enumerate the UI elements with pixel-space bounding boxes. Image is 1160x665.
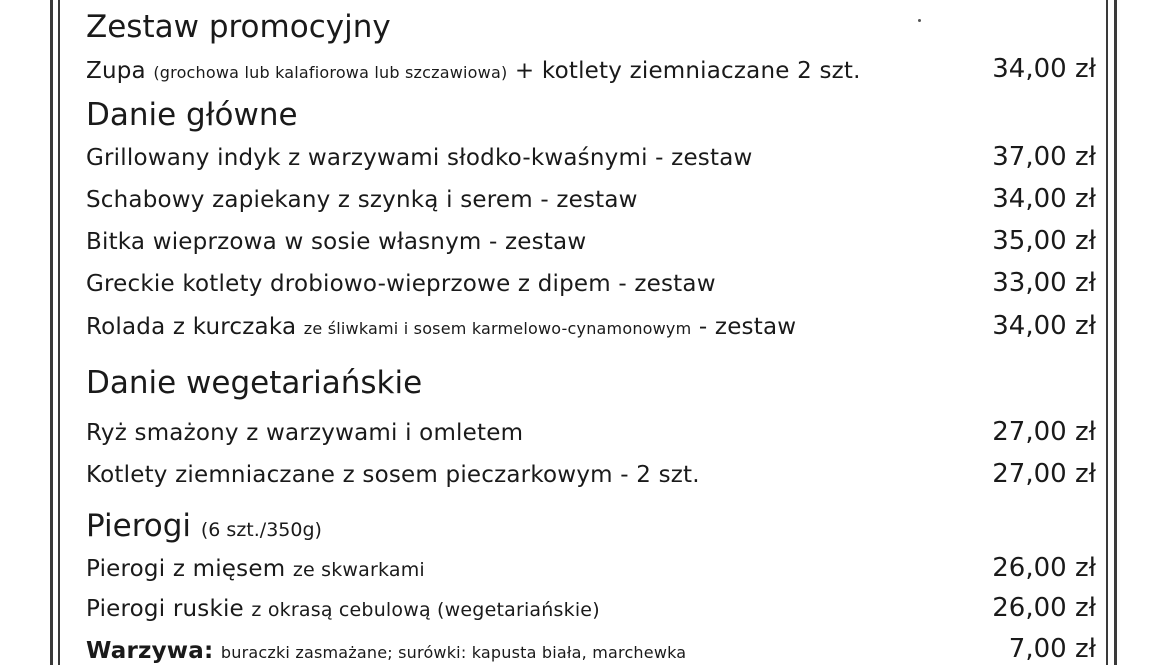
item-detail: buraczki zasmażane; surówki: kapusta biała, marchewka: [220, 643, 687, 662]
decorative-dot: [918, 19, 921, 22]
item-price: 26,00 zł: [992, 593, 1096, 623]
menu-item: [86, 555, 425, 584]
menu-item: [86, 57, 861, 87]
section-heading-main: Danie główne: [86, 97, 298, 133]
menu-item: [86, 228, 586, 256]
frame-border-left-outer: [50, 0, 53, 665]
section-heading-pierogi: [86, 508, 322, 548]
item-detail: ze skwarkami: [292, 559, 425, 581]
section-heading-promo: Zestaw promocyjny: [86, 9, 391, 45]
item-detail: (grochowa lub kalafiorowa lub szczawiowa): [153, 63, 508, 82]
section-heading-vegetarian: Danie wegetariańskie: [86, 365, 423, 401]
item-name: Greckie kotlety drobiowo-wieprzowe z dipem - zestaw: [86, 271, 716, 297]
item-name: Grillowany indyk z warzywami słodko-kwaśnymi - zestaw: [86, 145, 753, 171]
item-price: 26,00 zł: [992, 553, 1096, 583]
item-price: 27,00 zł: [992, 417, 1096, 447]
item-name: Pierogi ruskie: [86, 596, 244, 622]
menu-item: [86, 270, 716, 298]
item-detail: ze śliwkami i sosem karmelowo-cynamonowym: [303, 319, 692, 338]
heading-note: (6 szt./350g): [200, 519, 322, 541]
item-price: 7,00 zł: [1008, 634, 1096, 664]
item-detail: z okrasą cebulową (wegetariańskie): [251, 599, 600, 621]
menu-item: [86, 313, 796, 343]
item-name: Warzywa:: [86, 638, 214, 664]
frame-border-left-inner: [58, 0, 60, 665]
item-price: 34,00 zł: [992, 54, 1096, 84]
item-name: Bitka wieprzowa w sosie własnym - zestaw: [86, 229, 587, 255]
menu-item: [86, 186, 638, 214]
item-suffix: - zestaw: [698, 314, 797, 340]
item-suffix: + kotlety ziemniaczane 2 szt.: [514, 58, 861, 84]
item-name: Ryż smażony z warzywami i omletem: [86, 420, 524, 446]
item-name: Pierogi z mięsem: [86, 556, 286, 582]
item-name: Rolada z kurczaka: [86, 314, 297, 340]
menu-item: [86, 595, 600, 624]
item-price: 34,00 zł: [992, 311, 1096, 341]
item-price: 33,00 zł: [992, 268, 1096, 298]
frame-border-right-inner: [1106, 0, 1108, 665]
heading-text: Pierogi: [86, 508, 192, 544]
item-price: 27,00 zł: [992, 459, 1096, 489]
menu-item: [86, 419, 523, 447]
item-name: Schabowy zapiekany z szynką i serem - zestaw: [86, 187, 638, 213]
frame-border-right-outer: [1114, 0, 1117, 665]
menu-item: [86, 461, 700, 489]
item-price: 34,00 zł: [992, 184, 1096, 214]
item-price: 35,00 zł: [992, 226, 1096, 256]
item-price: 37,00 zł: [992, 142, 1096, 172]
item-name: Zupa: [86, 58, 146, 84]
item-name: Kotlety ziemniaczane z sosem pieczarkowym - 2 szt.: [86, 462, 700, 488]
menu-item: [86, 144, 753, 172]
menu-item: [86, 637, 686, 665]
